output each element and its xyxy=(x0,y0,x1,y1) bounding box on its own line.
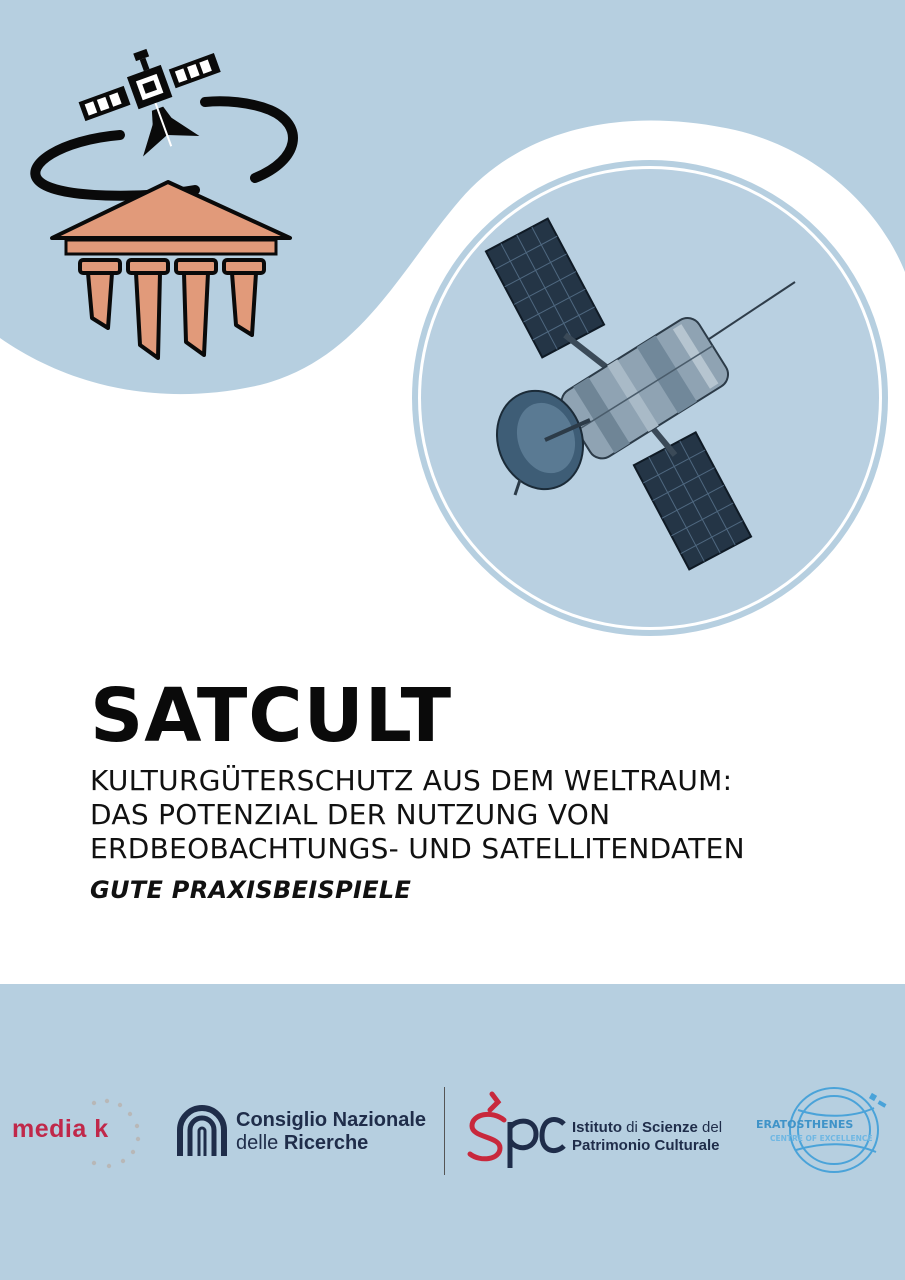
cnr-line-1: Consiglio Nazionale xyxy=(236,1109,427,1131)
cnr-line-2a: delle xyxy=(236,1132,284,1154)
subtitle xyxy=(90,764,870,866)
cnr-line-2 xyxy=(236,1132,426,1155)
ispc-istituto: Istituto xyxy=(572,1119,627,1136)
mediak-logo xyxy=(12,1095,152,1170)
ispc-logo xyxy=(460,1090,745,1170)
eratosthenes-line-1: ERATOSTHENES xyxy=(756,1118,854,1131)
cnr-wordmark xyxy=(236,1109,426,1155)
ispc-mark-icon xyxy=(460,1090,570,1170)
cnr-logo xyxy=(172,1100,434,1164)
ispc-line-1 xyxy=(572,1119,722,1137)
subtitle-line-3: ERDBEOBACHTUNGS- UND SATELLITENDATEN xyxy=(90,832,745,865)
tagline: GUTE PRAXISBEISPIELE xyxy=(90,876,412,904)
title-block xyxy=(90,668,870,904)
ispc-line-2 xyxy=(572,1137,722,1155)
ispc-di: di xyxy=(626,1119,642,1136)
mediak-wordmark: media k xyxy=(12,1115,109,1143)
ispc-del: del xyxy=(702,1119,723,1136)
logo-divider xyxy=(444,1087,445,1175)
subtitle-line-1: KULTURGÜTERSCHUTZ AUS DEM WELTRAUM: xyxy=(90,764,733,797)
ispc-wordmark xyxy=(572,1119,722,1155)
ispc-patrimonio: Patrimonio Culturale xyxy=(572,1137,720,1154)
page-title: SATCULT xyxy=(90,673,453,759)
cnr-emblem-icon xyxy=(172,1100,232,1164)
subtitle-line-2: DAS POTENZIAL DER NUTZUNG VON xyxy=(90,798,611,831)
ispc-scienze: Scienze xyxy=(642,1119,703,1136)
eratosthenes-logo xyxy=(752,1080,892,1180)
eratosthenes-globe-icon xyxy=(752,1080,892,1180)
eratosthenes-line-2: CENTRE OF EXCELLENCE xyxy=(770,1134,873,1143)
cnr-line-2b: Ricerche xyxy=(283,1132,369,1154)
